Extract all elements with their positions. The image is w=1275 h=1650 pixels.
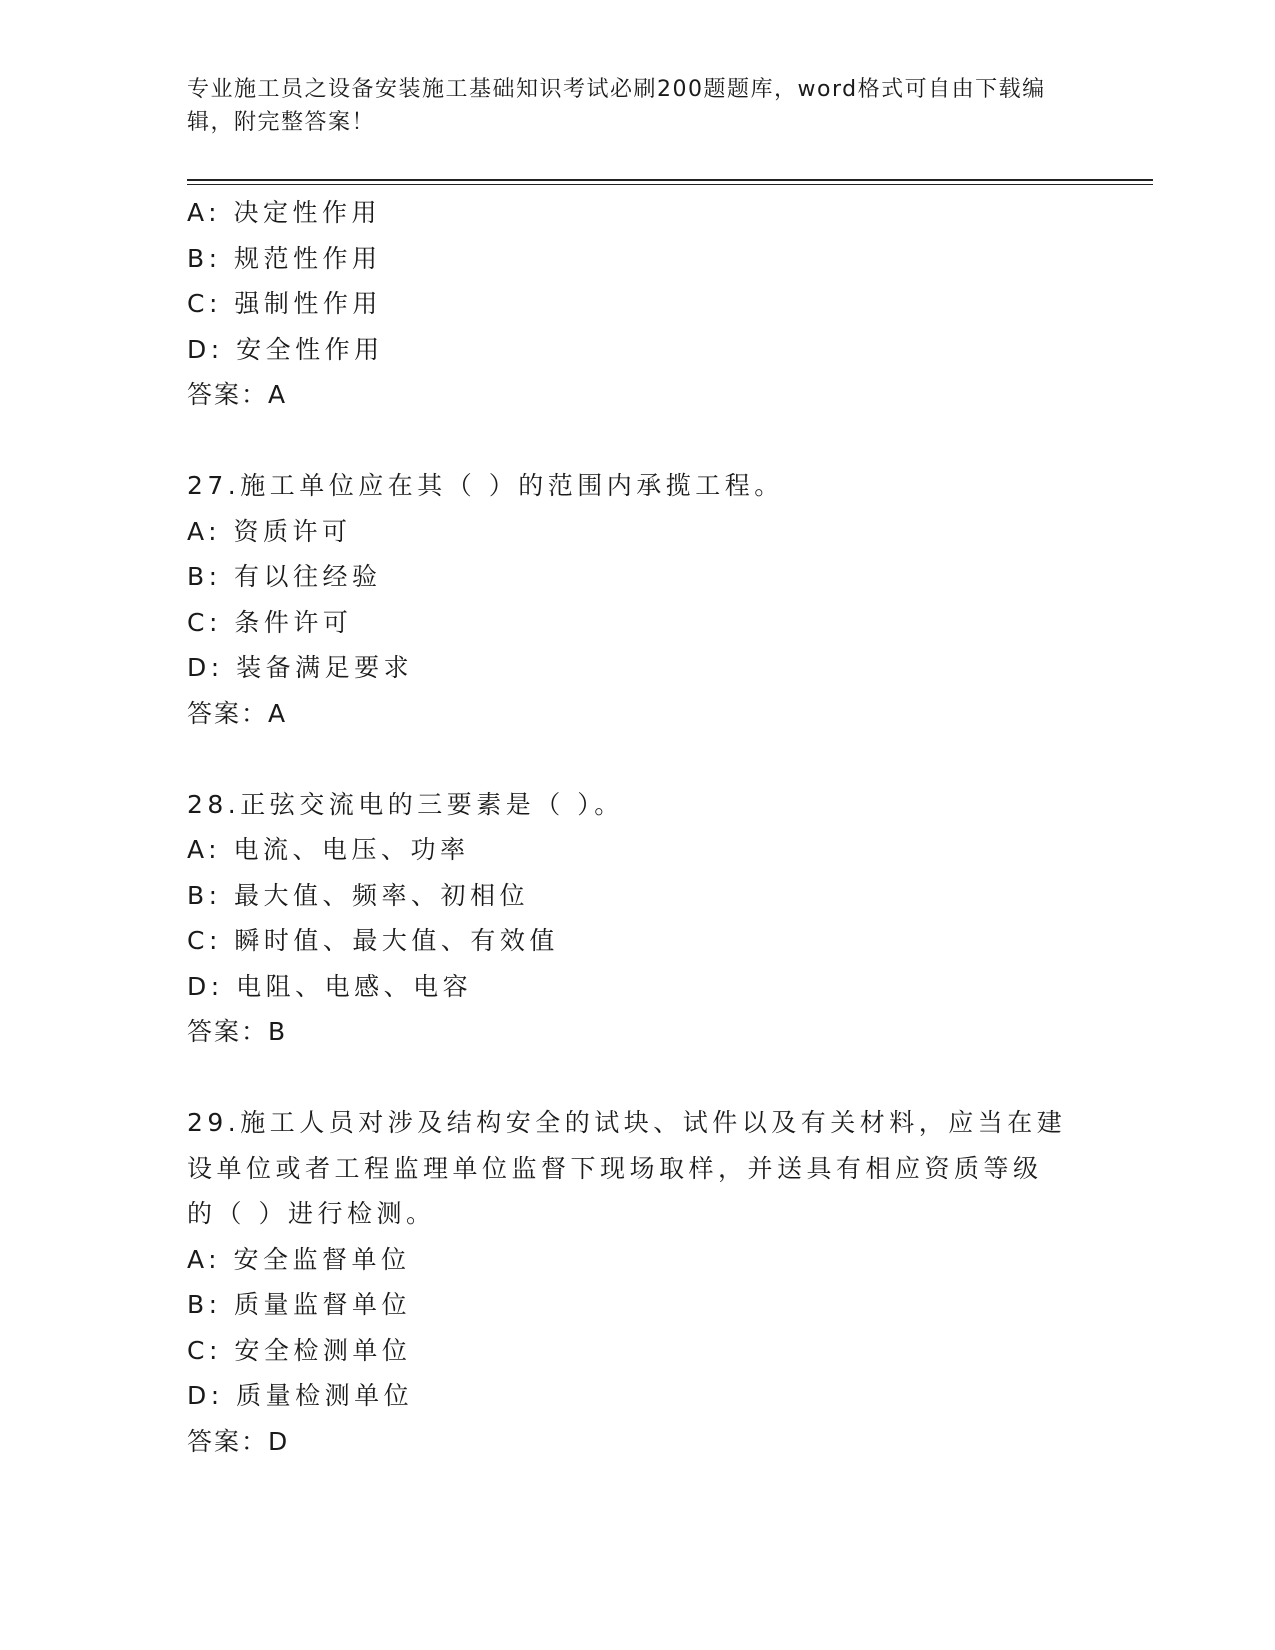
option-b: B: 有以往经验 (187, 562, 382, 591)
option-d: D: 装备满足要求 (187, 653, 414, 682)
question-block (187, 1100, 1087, 1464)
option-c: C: 强制性作用 (187, 289, 382, 318)
header-divider-thin (187, 184, 1153, 185)
option-d: D: 安全性作用 (187, 334, 384, 364)
option-a: A: 决定性作用 (187, 198, 382, 227)
option-b: B: 最大值、频率、初相位 (187, 880, 530, 910)
answer: 答案：A (187, 380, 288, 409)
question-block (187, 463, 1087, 736)
question-list (187, 190, 1087, 1464)
document-title: 专业施工员之设备安装施工基础知识考试必刷200题题库，word格式可自由下载编辑，附完整答案！ (187, 77, 1046, 135)
option-d: D: 电阻、电感、电容 (187, 971, 473, 1001)
option-c: C: 条件许可 (187, 607, 353, 637)
option-b: B: 规范性作用 (187, 243, 382, 273)
option-a: A: 安全监督单位 (187, 1244, 411, 1274)
option-a: A: 电流、电压、功率 (187, 835, 470, 864)
answer: 答案：D (187, 1426, 290, 1456)
option-c: C: 安全检测单位 (187, 1335, 412, 1365)
answer: 答案：A (187, 698, 288, 728)
option-b: B: 质量监督单位 (187, 1290, 412, 1319)
option-a: A: 资质许可 (187, 516, 352, 546)
question-stem: 27.施工单位应在其（ ）的范围内承揽工程。 (187, 471, 784, 500)
header-divider (187, 179, 1153, 181)
question-stem: 29.施工人员对涉及结构安全的试块、试件以及有关材料，应当在建设单位或者工程监理单位监督下现场取样，并送具有相应资质等级的（ ）进行检测。 (187, 1108, 1067, 1228)
option-c: C: 瞬时值、最大值、有效值 (187, 926, 559, 955)
question-stem: 28.正弦交流电的三要素是（ ）。 (187, 789, 624, 819)
question-block (187, 782, 1087, 1055)
option-d: D: 质量检测单位 (187, 1381, 414, 1410)
question-block (187, 190, 1087, 418)
answer: 答案：B (187, 1017, 288, 1046)
